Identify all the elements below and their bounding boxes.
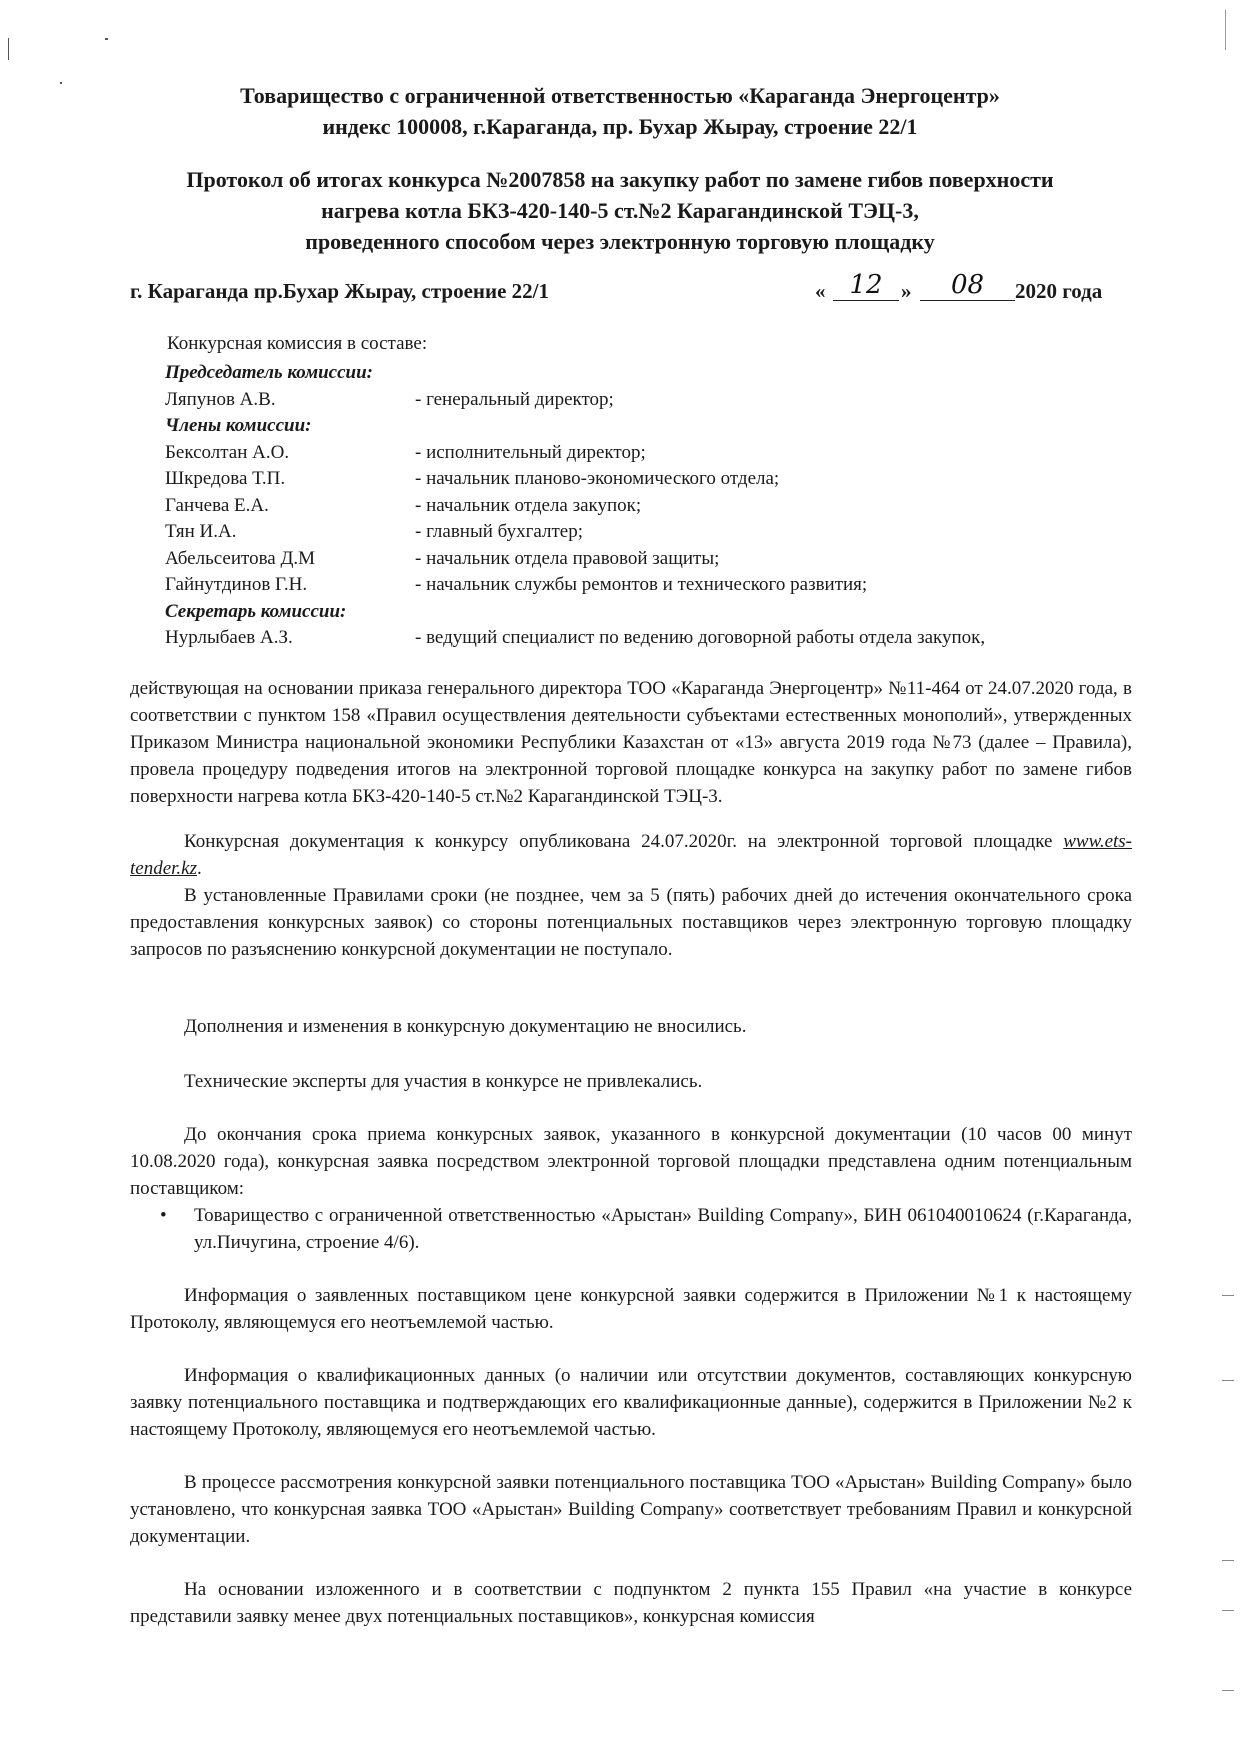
publication-end: . [197, 858, 202, 879]
member-position: - начальник службы ремонтов и технического развития; [415, 574, 868, 595]
paragraph-clarifications [130, 882, 1132, 963]
commission-list [165, 360, 1125, 652]
date-month-underline [920, 300, 1015, 301]
paragraph-publication [130, 828, 1132, 882]
paragraph-decision-basis [130, 1576, 1132, 1630]
commission-row [165, 546, 1125, 573]
member-name: Абельсеитова Д.М [165, 547, 316, 569]
commission-row [165, 625, 1125, 652]
scan-artifact [1225, 10, 1226, 50]
protocol-date [815, 268, 1105, 304]
scan-artifact [105, 38, 108, 40]
scan-artifact [1222, 1560, 1234, 1561]
amendments-text: Дополнения и изменения в конкурсную документацию не вносились. [184, 1016, 747, 1037]
scan-artifact [8, 38, 9, 60]
protocol-title-line-1: Протокол об итогах конкурса №2007858 на закупку работ по замене гибов поверхности [186, 167, 1054, 192]
scan-artifact [1222, 1295, 1234, 1296]
commission-row [165, 466, 1125, 493]
date-open-quote: « [815, 279, 826, 303]
member-name: Шкредова Т.П. [165, 468, 286, 489]
scan-artifact [1222, 1690, 1234, 1691]
member-position: - начальник отдела закупок; [415, 494, 642, 516]
price-info-text: Информация о заявленных поставщиком цене конкурсной заявки содержится в Приложении №1 к настоящему Протоколу, являющемуся его неотъемлемой частью. [130, 1285, 1132, 1333]
scan-artifact [1222, 1610, 1234, 1611]
member-position: - исполнительный директор; [415, 441, 646, 463]
qualification-info-text: Информация о квалификационных данных (о наличии или отсутствии документов, составляющих конкурсную заявку потенциального поставщика и подтверждающих его квалификационные данные), содержится в Приложении №2 к настоящему Протоколу, являющемуся его неотъемлемой частью. [130, 1365, 1132, 1440]
commission-row [165, 387, 1125, 414]
experts-text: Технические эксперты для участия в конкурсе не привлекались. [184, 1071, 703, 1092]
protocol-title-line-2: нагрева котла БКЗ-420-140-5 ст.№2 Карагандинской ТЭЦ-3, [321, 198, 919, 223]
member-name: Ганчева Е.А. [165, 494, 269, 516]
decision-basis-text: На основании изложенного и в соответствии с подпунктом 2 пункта 155 Правил «на участие в конкурсе представили заявку менее двух потенциальных поставщиков», конкурсная комиссия [130, 1579, 1132, 1627]
scan-artifact [1222, 1380, 1234, 1381]
protocol-title [100, 164, 1140, 257]
bidder-text: Товарищество с ограниченной ответственностью «Арыстан» Building Company», БИН 061040010624 (г.Караганда, ул.Пичугина, строение 4/6). [194, 1205, 1132, 1253]
commission-intro: Конкурсная комиссия в составе: [167, 333, 428, 354]
member-position: - начальник отдела правовой защиты; [415, 547, 720, 569]
date-day-handwritten: 12 [849, 270, 883, 300]
bids-received-text: До окончания срока приема конкурсных заявок, указанного в конкурсной документации (10 часов 00 минут 10.08.2020 года), конкурсная заявка посредством электронной торговой площадки представлена одним потенциальным поставщиком: [130, 1124, 1132, 1199]
member-position: - главный бухгалтер; [415, 521, 583, 542]
member-position: - начальник планово-экономического отдела; [415, 468, 780, 489]
scan-artifact [60, 82, 62, 84]
date-year: 2020 года [1015, 279, 1103, 303]
members-heading: Члены комиссии: [165, 415, 312, 436]
date-close-quote: » [901, 279, 912, 303]
member-name: Нурлыбаев А.З. [165, 627, 293, 648]
org-name: Товарищество с ограниченной ответственностью «Караганда Энергоцентр» [240, 83, 1000, 108]
member-position: - ведущий специалист по ведению договорной работы отдела закупок, [415, 627, 986, 648]
commission-row [165, 572, 1125, 599]
paragraph-bids-received [130, 1121, 1132, 1202]
tender-site-link[interactable]: www.ets-tender.kz [130, 831, 1133, 879]
bullet-icon: • [160, 1205, 167, 1226]
paragraph-basis: действующая на основании приказа генерального директора ТОО «Караганда Энергоцентр» №11-464 от 24.07.2020 года, в соответствии с пунктом 158 «Правил осуществления деятельности субъектами естественных монополий», утвержденных Приказом Министра национальной экономики Республики Казахстан от «13» августа 2019 года №73 (далее – Правила), провела процедуру подведения итогов на электронной торговой площадке конкурса на закупку работ по замене гибов поверхности нагрева котла БКЗ-420-140-5 ст.№2 Карагандинской ТЭЦ-3. [130, 678, 1132, 807]
date-day-underline [833, 300, 899, 301]
org-address: индекс 100008, г.Караганда, пр. Бухар Жырау, строение 22/1 [322, 114, 918, 139]
review-result-text: В процессе рассмотрения конкурсной заявки потенциального поставщика ТОО «Арыстан» Building Company» было установлено, что конкурсная заявка ТОО «Арыстан» Building Company» соответствует требованиям Правил и конкурсной документации. [130, 1472, 1132, 1547]
commission-row [165, 440, 1125, 467]
paragraph-price-info [130, 1282, 1132, 1336]
place-of-meeting: г. Караганда пр.Бухар Жырау, строение 22/1 [130, 279, 550, 303]
member-name: Гайнутдинов Г.Н. [165, 574, 308, 595]
member-name: Бексолтан А.О. [165, 441, 290, 463]
commission-row [165, 493, 1125, 520]
chair-heading: Председатель комиссии: [165, 362, 373, 383]
paragraph-amendments [130, 1013, 1132, 1040]
commission-row [165, 519, 1125, 546]
paragraph-qualification-info [130, 1362, 1132, 1443]
date-month-handwritten: 08 [950, 270, 985, 300]
protocol-title-line-3: проведенного способом через электронную торговую площадку [305, 229, 935, 254]
bidder-list-item [160, 1202, 1132, 1256]
publication-text: Конкурсная документация к конкурсу опубликована 24.07.2020г. на электронной торговой площадке [184, 831, 1053, 852]
organization-header [100, 80, 1140, 142]
member-name: Ляпунов А.В. [165, 388, 276, 410]
member-position: - генеральный директор; [415, 388, 614, 410]
paragraph-review-result [130, 1469, 1132, 1550]
member-name: Тян И.А. [165, 521, 237, 542]
clarifications-text: В установленные Правилами сроки (не позднее, чем за 5 (пять) рабочих дней до истечения окончательного срока предоставления конкурсных заявок) со стороны потенциальных поставщиков через электронную торговую площадку запросов по разъяснению конкурсной документации не поступало. [130, 885, 1132, 960]
paragraph-experts [130, 1068, 1132, 1095]
secretary-heading: Секретарь комиссии: [165, 600, 347, 622]
